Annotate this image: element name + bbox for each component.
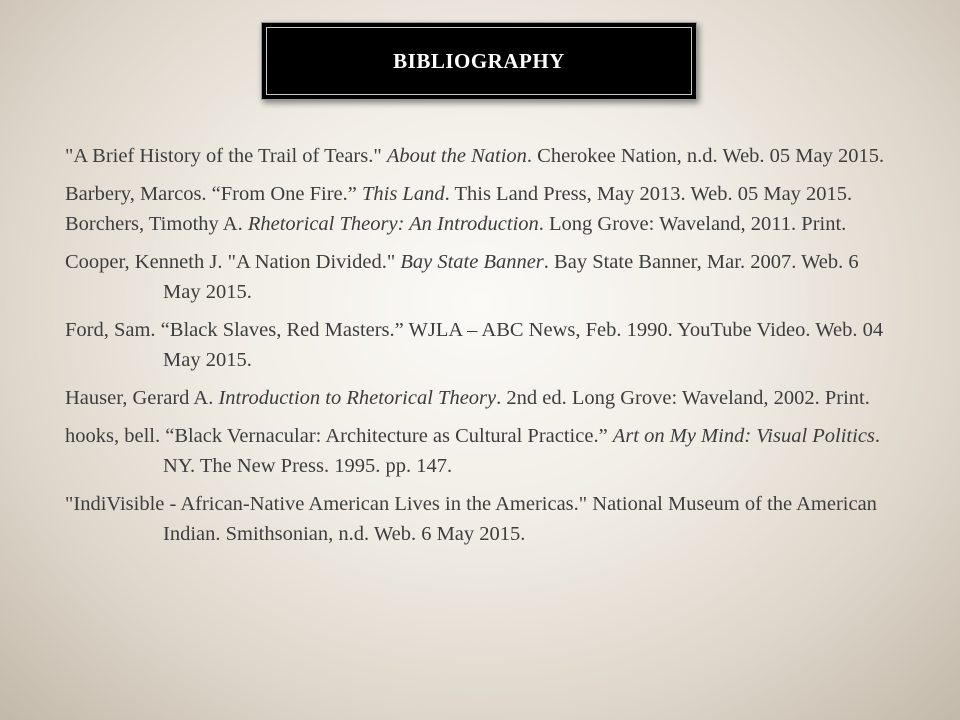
entry-text: . NY. The New Press. 1995. pp. 147. [163, 425, 881, 477]
page-title: BIBLIOGRAPHY [393, 48, 565, 73]
bibliography-list [65, 141, 895, 557]
bibliography-entry [65, 179, 895, 209]
entry-source-title: About the Nation [386, 145, 527, 167]
entry-source-title: This Land [361, 183, 445, 205]
bibliography-entry [65, 141, 895, 171]
bibliography-entry [65, 209, 895, 239]
bibliography-entry [65, 383, 895, 413]
entry-text: "A Brief History of the Trail of Tears." [65, 145, 387, 167]
entry-source-title: Introduction to Rhetorical Theory [218, 387, 497, 409]
entry-source-title: Bay State Banner [400, 251, 544, 273]
entry-text: Cooper, Kenneth J. "A Nation Divided." [65, 251, 401, 273]
entry-text: . Cherokee Nation, n.d. Web. 05 May 2015. [526, 145, 885, 167]
entry-text: hooks, bell. “Black Vernacular: Architecture as Cultural Practice.” [65, 425, 613, 447]
entry-text: Ford, Sam. “Black Slaves, Red Masters.” WJLA – ABC News, Feb. 1990. YouTube Video. Web. 04 May 2015. [65, 319, 884, 371]
bibliography-entry [65, 489, 895, 549]
entry-text: . This Land Press, May 2013. Web. 05 May 2015. [444, 183, 853, 205]
entry-text: Barbery, Marcos. “From One Fire.” [65, 183, 362, 205]
entry-source-title: Rhetorical Theory: An Introduction [247, 213, 539, 235]
entry-text: . 2nd ed. Long Grove: Waveland, 2002. Print. [496, 387, 870, 409]
entry-text: . Bay State Banner, Mar. 2007. Web. 6 May 2015. [163, 251, 859, 303]
entry-text: . Long Grove: Waveland, 2011. Print. [538, 213, 847, 235]
bibliography-entry [65, 315, 895, 375]
bibliography-entry [65, 421, 895, 481]
entry-text: Hauser, Gerard A. [65, 387, 219, 409]
bibliography-entry [65, 247, 895, 307]
entry-text: Borchers, Timothy A. [65, 213, 248, 235]
entry-text: "IndiVisible - African-Native American Lives in the Americas." National Museum of the American Indian. Smithsonian, n.d. Web. 6 May 2015. [65, 493, 877, 545]
entry-source-title: Art on My Mind: Visual Politics [612, 425, 875, 447]
title-banner [261, 22, 697, 100]
